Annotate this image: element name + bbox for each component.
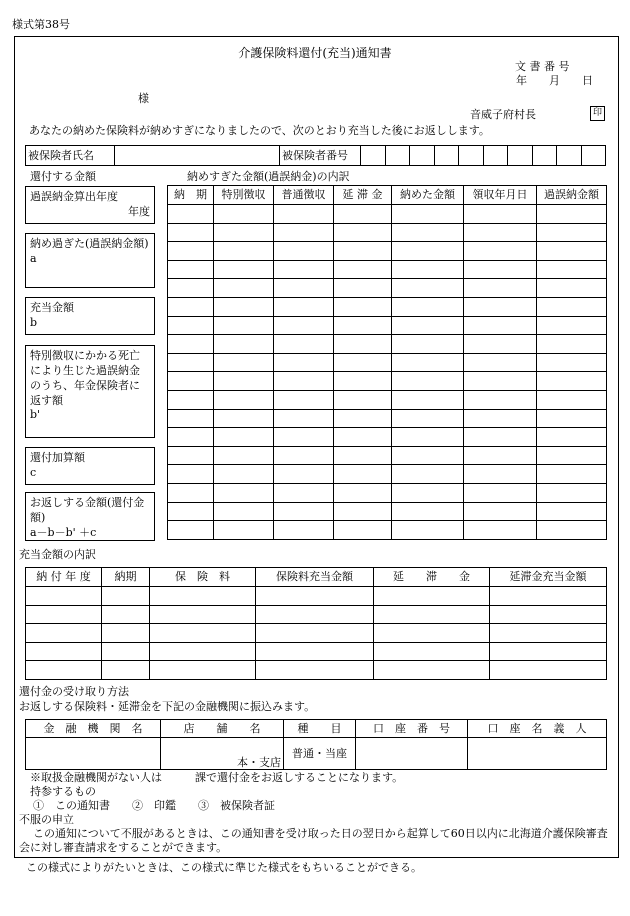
table-cell[interactable]: [334, 521, 392, 540]
insured-name-field[interactable]: [115, 146, 280, 166]
table-cell[interactable]: [26, 661, 102, 680]
table-cell[interactable]: [490, 642, 607, 661]
table-cell[interactable]: [274, 465, 334, 484]
col-header: 口 座 番 号: [356, 720, 468, 738]
date-label: 年 月 日: [516, 74, 593, 87]
table-cell[interactable]: [490, 661, 607, 680]
table-cell[interactable]: [168, 335, 214, 354]
table-cell[interactable]: [490, 605, 607, 624]
table-cell[interactable]: [334, 205, 392, 224]
table-cell[interactable]: [214, 372, 274, 391]
table-cell[interactable]: [392, 483, 464, 502]
special-label: 特別徴収にかかる死亡により生じた過誤納金のうち、年金保険者に返す額: [30, 349, 140, 407]
table-cell[interactable]: [464, 335, 537, 354]
table-cell[interactable]: [168, 409, 214, 428]
table-cell[interactable]: [392, 521, 464, 540]
account-number-field[interactable]: [356, 738, 468, 770]
table-row: [26, 587, 607, 606]
table-cell[interactable]: [392, 353, 464, 372]
table-cell[interactable]: [26, 624, 102, 643]
table-cell[interactable]: [392, 409, 464, 428]
table-cell[interactable]: [392, 446, 464, 465]
insured-info-row: [25, 145, 606, 166]
col-header: 普通徴収: [274, 186, 334, 205]
table-row: [168, 205, 607, 224]
insured-number-digit[interactable]: [410, 146, 435, 166]
table-row: [168, 409, 607, 428]
table-cell[interactable]: [256, 642, 374, 661]
col-header: 延 滞 金: [374, 568, 490, 587]
table-row: [168, 521, 607, 540]
table-cell[interactable]: [537, 279, 607, 298]
table-row: [168, 446, 607, 465]
table-cell[interactable]: [464, 223, 537, 242]
col-header: 店 舗 名: [161, 720, 284, 738]
special-symbol: b': [30, 408, 41, 422]
table-cell[interactable]: [537, 521, 607, 540]
table-cell[interactable]: [334, 390, 392, 409]
insured-number-digit[interactable]: [361, 146, 386, 166]
col-header: 保険料充当金額: [256, 568, 374, 587]
table-cell[interactable]: [214, 335, 274, 354]
insured-number-digit[interactable]: [532, 146, 557, 166]
table-cell[interactable]: [274, 390, 334, 409]
account-holder-field[interactable]: [468, 738, 607, 770]
insured-number-digit[interactable]: [508, 146, 533, 166]
table-cell[interactable]: [464, 205, 537, 224]
table-cell[interactable]: [334, 372, 392, 391]
table-row: [168, 353, 607, 372]
branch-suffix: 本・支店: [237, 755, 281, 769]
table-cell[interactable]: [537, 483, 607, 502]
table-cell[interactable]: [214, 483, 274, 502]
table-cell[interactable]: [102, 624, 150, 643]
insured-number-digit[interactable]: [459, 146, 484, 166]
account-type-field[interactable]: [284, 738, 356, 770]
table-cell[interactable]: [214, 297, 274, 316]
col-header: 保 険 料: [150, 568, 256, 587]
table-row: [168, 372, 607, 391]
table-cell[interactable]: [274, 297, 334, 316]
receipt-method-label: 還付金の受け取り方法: [19, 685, 129, 698]
table-cell[interactable]: [334, 223, 392, 242]
table-cell[interactable]: [537, 465, 607, 484]
table-cell[interactable]: [392, 242, 464, 261]
table-cell[interactable]: [392, 297, 464, 316]
col-header: 金 融 機 関 名: [26, 720, 161, 738]
col-header: 納 付 年 度: [26, 568, 102, 587]
table-cell[interactable]: [274, 223, 334, 242]
table-cell[interactable]: [102, 642, 150, 661]
table-cell[interactable]: [168, 502, 214, 521]
table-cell[interactable]: [537, 390, 607, 409]
applied-box[interactable]: [25, 297, 155, 335]
table-cell[interactable]: [537, 242, 607, 261]
table-cell[interactable]: [214, 409, 274, 428]
table-cell[interactable]: [168, 372, 214, 391]
table-row: [26, 624, 607, 643]
table-cell[interactable]: [392, 316, 464, 335]
table-cell[interactable]: [464, 446, 537, 465]
table-cell[interactable]: [214, 521, 274, 540]
appeal-label: 不服の申立: [19, 813, 74, 826]
addressee-suffix: 様: [138, 92, 149, 105]
col-header: 種 目: [284, 720, 356, 738]
insured-number-digit[interactable]: [434, 146, 459, 166]
bring-label: 持参するもの: [30, 785, 96, 798]
table-cell[interactable]: [168, 242, 214, 261]
table-cell[interactable]: [168, 446, 214, 465]
table-cell[interactable]: [392, 279, 464, 298]
table-cell[interactable]: [464, 372, 537, 391]
table-cell[interactable]: [274, 521, 334, 540]
table-row: [168, 297, 607, 316]
table-cell[interactable]: [334, 279, 392, 298]
table-cell[interactable]: [168, 390, 214, 409]
table-cell[interactable]: [334, 260, 392, 279]
table-cell[interactable]: [214, 353, 274, 372]
bring-items: ① この通知書 ② 印鑑 ③ 被保険者証: [33, 799, 275, 812]
overpaid-box[interactable]: [25, 233, 155, 288]
table-cell[interactable]: [537, 335, 607, 354]
year-box[interactable]: [25, 186, 155, 224]
col-header: 納期: [102, 568, 150, 587]
interest-label: 還付加算額: [30, 451, 85, 464]
document-title: 介護保険料還付(充当)通知書: [238, 46, 392, 60]
table-cell[interactable]: [537, 446, 607, 465]
account-type-options: 普通・当座: [292, 746, 347, 760]
table-row: [168, 279, 607, 298]
bank-name-field[interactable]: [26, 738, 161, 770]
insured-name-label: 被保険者氏名: [26, 146, 115, 166]
table-row: [26, 661, 607, 680]
table-cell[interactable]: [214, 242, 274, 261]
table-row: [168, 483, 607, 502]
col-header: 領収年月日: [464, 186, 537, 205]
table-cell[interactable]: [392, 502, 464, 521]
table-cell[interactable]: [274, 353, 334, 372]
table-cell[interactable]: [274, 502, 334, 521]
table-cell[interactable]: [102, 605, 150, 624]
table-cell[interactable]: [464, 483, 537, 502]
table-cell[interactable]: [274, 483, 334, 502]
applied-label: 充当金額: [30, 301, 74, 314]
table-cell[interactable]: [464, 390, 537, 409]
col-header: 口 座 名 義 人: [468, 720, 607, 738]
return-label: お返しする金額(還付金額): [30, 496, 145, 524]
table-cell[interactable]: [464, 242, 537, 261]
table-cell[interactable]: [374, 661, 490, 680]
table-cell[interactable]: [102, 661, 150, 680]
table-cell[interactable]: [490, 587, 607, 606]
table-cell[interactable]: [26, 605, 102, 624]
table-cell[interactable]: [168, 205, 214, 224]
table-cell[interactable]: [537, 428, 607, 447]
table-cell[interactable]: [274, 316, 334, 335]
table-row: [168, 316, 607, 335]
table-cell[interactable]: [392, 335, 464, 354]
table-row: [168, 223, 607, 242]
table-row: [168, 335, 607, 354]
table-cell[interactable]: [334, 428, 392, 447]
interest-symbol: c: [30, 465, 37, 479]
table-cell[interactable]: [334, 409, 392, 428]
table-cell[interactable]: [274, 446, 334, 465]
table-cell[interactable]: [102, 587, 150, 606]
footnote: この様式によりがたいときは、この様式に準じた様式をもちいることができる。: [26, 861, 422, 874]
table-cell[interactable]: [150, 661, 256, 680]
table-cell[interactable]: [392, 223, 464, 242]
table-cell[interactable]: [464, 279, 537, 298]
overpaid-label: 納め過ぎた(過誤納金額): [30, 237, 149, 250]
table-cell[interactable]: [150, 587, 256, 606]
table-cell[interactable]: [374, 624, 490, 643]
table-cell[interactable]: [168, 223, 214, 242]
table-cell[interactable]: [392, 372, 464, 391]
return-formula: a－b－b' ＋c: [30, 525, 97, 539]
table-cell[interactable]: [537, 316, 607, 335]
table-cell[interactable]: [150, 605, 256, 624]
table-cell[interactable]: [214, 428, 274, 447]
insured-number-digit[interactable]: [483, 146, 508, 166]
intro-text: あなたの納めた保険料が納めすぎになりましたので、次のとおり充当した後にお返しします。: [29, 124, 490, 137]
col-header: 延滞金充当金額: [490, 568, 607, 587]
table-cell[interactable]: [392, 428, 464, 447]
interest-box[interactable]: [25, 447, 155, 485]
table-cell[interactable]: [334, 446, 392, 465]
table-cell[interactable]: [464, 316, 537, 335]
table-cell[interactable]: [537, 223, 607, 242]
table-cell[interactable]: [150, 624, 256, 643]
table-cell[interactable]: [334, 483, 392, 502]
table-cell[interactable]: [392, 260, 464, 279]
special-box[interactable]: [25, 345, 155, 438]
table-cell[interactable]: [334, 335, 392, 354]
col-header: 特別徴収: [214, 186, 274, 205]
table-cell[interactable]: [256, 605, 374, 624]
table-cell[interactable]: [334, 353, 392, 372]
table-cell[interactable]: [537, 205, 607, 224]
receipt-method-text: お返しする保険料・延滞金を下記の金融機関に振込みます。: [19, 700, 316, 713]
table-cell[interactable]: [464, 409, 537, 428]
table-cell[interactable]: [374, 642, 490, 661]
table-cell[interactable]: [334, 502, 392, 521]
table-cell[interactable]: [334, 465, 392, 484]
applied-breakdown-label: 充当金額の内訳: [19, 548, 96, 561]
form-number: 様式第38号: [12, 18, 70, 31]
year-suffix: 年度: [128, 204, 150, 218]
table-cell[interactable]: [256, 624, 374, 643]
table-cell[interactable]: [168, 353, 214, 372]
breakdown-label: 納めすぎた金額(過誤納金)の内訳: [187, 170, 350, 183]
refund-amount-label: 還付する金額: [30, 170, 96, 183]
table-row: [26, 605, 607, 624]
table-cell[interactable]: [168, 521, 214, 540]
table-cell[interactable]: [392, 390, 464, 409]
table-cell[interactable]: [214, 465, 274, 484]
table-cell[interactable]: [168, 428, 214, 447]
bank-table: [25, 719, 607, 770]
breakdown-table: [167, 185, 607, 540]
issuer: 音威子府村長: [470, 108, 536, 121]
table-cell[interactable]: [168, 279, 214, 298]
table-cell[interactable]: [168, 465, 214, 484]
insured-number-digit[interactable]: [581, 146, 606, 166]
table-cell[interactable]: [464, 428, 537, 447]
table-cell[interactable]: [537, 502, 607, 521]
table-cell[interactable]: [464, 465, 537, 484]
table-cell[interactable]: [214, 390, 274, 409]
table-row: [168, 260, 607, 279]
table-cell[interactable]: [214, 502, 274, 521]
seal-mark: 印: [590, 106, 605, 121]
table-cell[interactable]: [274, 242, 334, 261]
table-cell[interactable]: [464, 353, 537, 372]
insured-number-digit[interactable]: [557, 146, 582, 166]
table-row: [26, 642, 607, 661]
table-cell[interactable]: [214, 260, 274, 279]
table-cell[interactable]: [334, 242, 392, 261]
table-cell[interactable]: [274, 260, 334, 279]
table-cell[interactable]: [274, 205, 334, 224]
table-cell[interactable]: [214, 316, 274, 335]
table-cell[interactable]: [274, 409, 334, 428]
table-cell[interactable]: [374, 587, 490, 606]
no-bank-note: ※取扱金融機関がない人は 課で還付金をお返しすることになります。: [30, 771, 404, 784]
table-cell[interactable]: [374, 605, 490, 624]
table-cell[interactable]: [214, 446, 274, 465]
table-cell[interactable]: [256, 587, 374, 606]
table-cell[interactable]: [464, 502, 537, 521]
applied-symbol: b: [30, 315, 38, 329]
table-cell[interactable]: [537, 372, 607, 391]
table-row: [168, 502, 607, 521]
table-cell[interactable]: [214, 205, 274, 224]
table-cell[interactable]: [537, 409, 607, 428]
applied-breakdown-table: [25, 567, 607, 680]
table-cell[interactable]: [26, 642, 102, 661]
table-cell[interactable]: [464, 521, 537, 540]
table-cell[interactable]: [537, 297, 607, 316]
table-cell[interactable]: [537, 353, 607, 372]
col-header: 延 滞 金: [334, 186, 392, 205]
table-cell[interactable]: [274, 279, 334, 298]
table-cell[interactable]: [274, 428, 334, 447]
document-number-label: 文 書 番 号: [515, 60, 570, 73]
table-cell[interactable]: [392, 205, 464, 224]
col-header: 過誤納金額: [537, 186, 607, 205]
table-cell[interactable]: [334, 297, 392, 316]
branch-field[interactable]: [161, 738, 284, 770]
table-cell[interactable]: [274, 372, 334, 391]
table-cell[interactable]: [26, 587, 102, 606]
table-cell[interactable]: [168, 483, 214, 502]
appeal-text: この通知について不服があるときは、この通知書を受け取った日の翌日から起算して60日以内に北海道介護保険審査会に対し審査請求をすることができます。: [19, 827, 608, 855]
table-row: [168, 242, 607, 261]
table-cell[interactable]: [150, 642, 256, 661]
table-cell[interactable]: [464, 260, 537, 279]
table-cell[interactable]: [490, 624, 607, 643]
table-row: [168, 428, 607, 447]
col-header: 納めた金額: [392, 186, 464, 205]
table-cell[interactable]: [392, 465, 464, 484]
table-cell[interactable]: [214, 223, 274, 242]
insured-number-label: 被保険者番号: [280, 146, 361, 166]
col-header: 納 期: [168, 186, 214, 205]
table-cell[interactable]: [168, 297, 214, 316]
table-row: [168, 390, 607, 409]
table-cell[interactable]: [256, 661, 374, 680]
table-row: [168, 465, 607, 484]
table-cell[interactable]: [334, 316, 392, 335]
table-cell[interactable]: [214, 279, 274, 298]
insured-number-digit[interactable]: [385, 146, 410, 166]
table-cell[interactable]: [537, 260, 607, 279]
year-label: 過誤納金算出年度: [30, 190, 118, 203]
table-cell[interactable]: [464, 297, 537, 316]
table-cell[interactable]: [168, 260, 214, 279]
return-box[interactable]: [25, 492, 155, 541]
table-cell[interactable]: [168, 316, 214, 335]
overpaid-symbol: a: [30, 251, 37, 265]
table-cell[interactable]: [274, 335, 334, 354]
